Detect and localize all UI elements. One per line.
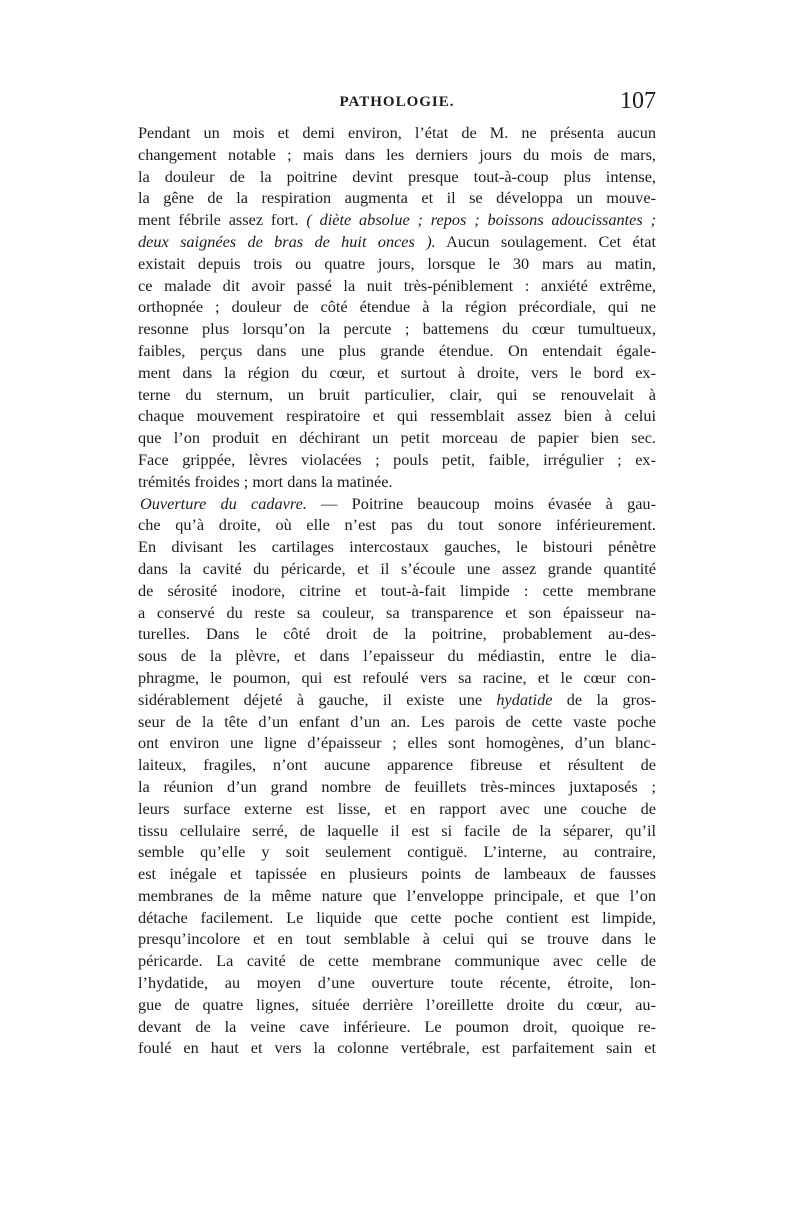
text-line: foulé en haut et vers la colonne vertébrale, est parfaitement sain et (138, 1038, 656, 1058)
text-line: sous de la plèvre, et dans l’epaisseur du médiastin, entre le dia- (138, 646, 656, 666)
text-line: changement notable ; mais dans les derniers jours du mois de mars, (138, 144, 656, 164)
running-title: PATHOLOGIE. (339, 94, 455, 110)
text-line: chaque mouvement respiratoire et qui ressemblait assez bien à celui (138, 406, 656, 426)
text-line: que l’on produit en déchirant un petit morceau de papier bien sec. (138, 428, 656, 448)
text-line: membranes de la même nature que l’enveloppe principale, et que l’on (138, 885, 656, 905)
text-line: dans la cavité du péricarde, et il s’écoule une assez grande quantité (138, 558, 656, 578)
text-line: ment fébrile assez fort. ( diète absolue ; repos ; boissons adoucissantes ; (138, 210, 656, 230)
text-line: la douleur de la poitrine devint presque tout-à-coup plus intense, (138, 166, 656, 186)
text-line: a conservé du reste sa couleur, sa transparence et son épaisseur na- (138, 602, 656, 622)
text-line: presqu’incolore et en tout semblable à celui qui se trouve dans le (138, 929, 656, 949)
text-line: deux saignées de bras de huit onces ). Aucun soulagement. Cet état (138, 231, 656, 251)
running-head (138, 88, 656, 122)
text-line: de sérosité inodore, citrine et tout-à-fait limpide : cette membrane (138, 580, 656, 600)
text-line: semble qu’elle y soit seulement contiguë. L’interne, au contraire, (138, 842, 656, 862)
text-line: En divisant les cartilages intercostaux gauches, le bistouri pénètre (138, 537, 656, 557)
text-line: l’hydatide, au moyen d’une ouverture toute récente, étroite, lon- (138, 973, 656, 993)
text-line: terne du sternum, un bruit particulier, clair, qui se renouvelait à (138, 384, 656, 404)
text-line: existait depuis trois ou quatre jours, lorsque le 30 mars au matin, (138, 253, 656, 273)
text-line: Ouverture du cadavre. — Poitrine beaucoup moins évasée à gau- (140, 493, 656, 513)
text-line: tissu cellulaire serré, de laquelle il est si facile de la séparer, qu’il (138, 820, 656, 840)
text-line: ment dans la région du cœur, et surtout à droite, vers le bord ex- (138, 362, 656, 382)
text-line: turelles. Dans le côté droit de la poitrine, probablement au-des- (138, 624, 656, 644)
text-line: la réunion d’un grand nombre de feuillets très-minces juxtaposés ; (138, 776, 656, 796)
text-line: ce malade dit avoir passé la nuit très-péniblement : anxiété extrême, (138, 275, 656, 295)
text-line: devant de la veine cave inférieure. Le poumon droit, quoique re- (138, 1016, 656, 1036)
text-line: péricarde. La cavité de cette membrane communique avec celle de (138, 951, 656, 971)
text-line: resonne plus lorsqu’on la percute ; battemens du cœur tumultueux, (138, 319, 656, 339)
text-line: la gêne de la respiration augmenta et il se développa un mouve- (138, 188, 656, 208)
text-line: faibles, perçus dans une plus grande étendue. On entendait égale- (138, 340, 656, 360)
text-line: phragme, le poumon, qui est refoulé vers sa racine, et le cœur con- (138, 667, 656, 687)
text-line: ont environ une ligne d’épaisseur ; elles sont homogènes, d’un blanc- (138, 733, 656, 753)
text-line: trémités froides ; mort dans la matinée. (138, 471, 393, 491)
text-line: leurs surface externe est lisse, et en rapport avec une couche de (138, 798, 656, 818)
text-line: est inégale et tapissée en plusieurs points de lambeaux de fausses (138, 864, 656, 884)
text-line: Face grippée, lèvres violacées ; pouls petit, faible, irrégulier ; ex- (138, 449, 656, 469)
body-text (138, 122, 656, 1059)
text-line: gue de quatre lignes, située derrière l’oreillette droite du cœur, au- (138, 994, 656, 1014)
page-number: 107 (620, 88, 656, 114)
text-line: sidérablement déjeté à gauche, il existe une hydatide de la gros- (138, 689, 656, 709)
text-line: laiteux, fragiles, n’ont aucune apparence fibreuse et résultent de (138, 755, 656, 775)
text-line: seur de la tête d’un enfant d’un an. Les parois de cette vaste poche (138, 711, 656, 731)
text-line: détache facilement. Le liquide que cette poche contient est limpide, (138, 907, 656, 927)
text-line: che qu’à droite, où elle n’est pas du tout sonore inférieurement. (138, 515, 656, 535)
text-line: orthopnée ; douleur de côté étendue à la région précordiale, qui ne (138, 297, 656, 317)
text-line: Pendant un mois et demi environ, l’état de M. ne présenta aucun (138, 123, 656, 142)
